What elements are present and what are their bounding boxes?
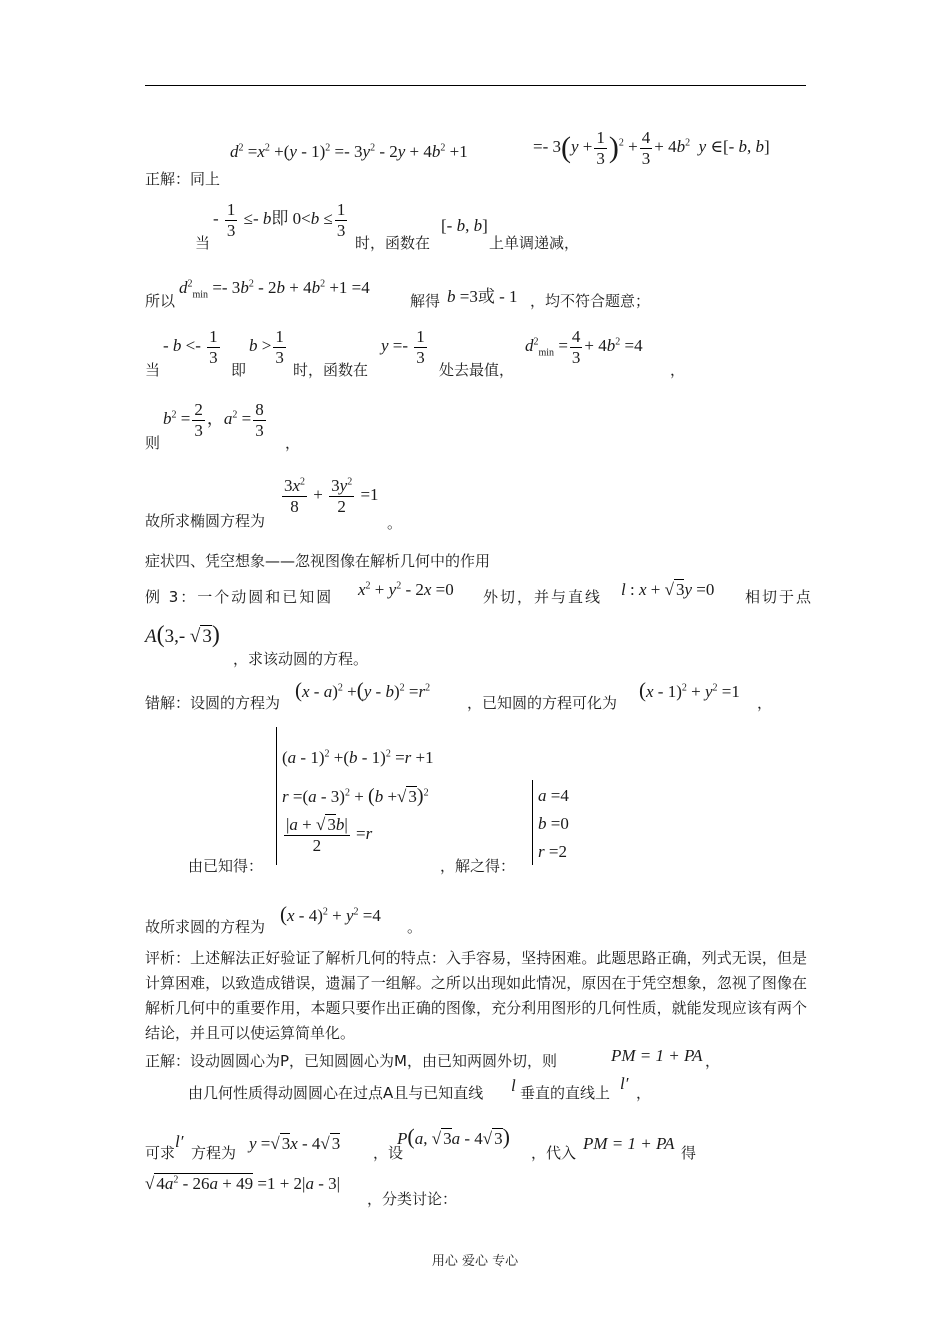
l-prime-formula: y =√ 3x - 4√ 3 <box>249 1134 341 1153</box>
text: 故所求圆的方程为 <box>145 918 266 936</box>
text: 解得 <box>410 292 441 310</box>
given-label: 由已知得： <box>188 857 264 875</box>
text: 上单调递减， <box>489 234 580 252</box>
ab-formula: $b^2$ = $\frac{2}{3}$ ，$a^2$ = $\frac{8}{3}$ <box>163 400 264 440</box>
text: 垂直的直线上 <box>520 1084 611 1102</box>
min-formula: $d^2_{min} =- 3b^2 - 2b + 4b^2 +1 =4$ <box>179 278 370 301</box>
text: 相切于点 <box>745 588 814 606</box>
text: 。 <box>387 514 403 532</box>
text: 正解：设动圆圆心为P，已知圆圆心为M，由已知两圆外切，则 <box>145 1052 557 1070</box>
example-3-line-1 <box>145 580 814 610</box>
text: 可求 <box>145 1144 176 1162</box>
text: ， <box>670 361 686 379</box>
right-brace <box>532 780 533 865</box>
point-A: A(3,- √ 3) <box>145 622 220 648</box>
text: 则 <box>145 434 161 452</box>
sol-r: r =2 <box>538 842 567 861</box>
text: 错解：设圆的方程为 <box>145 694 281 712</box>
distance-formula: $d^2 =x^2 +(y - 1)^2 =- 3y^2 - 2y + 4b^2 +1$ <box>230 142 468 161</box>
text: 由几何性质得动圆圆心在过点A且与已知直线 <box>188 1084 484 1102</box>
system-eq-1: (a - 1)$^2$ +(b - 1)$^2$ =r +1 <box>282 748 434 767</box>
text: 故所求椭圆方程为 <box>145 512 266 530</box>
text: 方程为 <box>191 1144 237 1162</box>
label: 正解：同上 <box>145 170 221 188</box>
point-P: P(a, √ 3a - 4√ 3) <box>397 1124 510 1149</box>
ellipse-formula: $\frac{3x^2}{8}$ + $\frac{3y^2}{2}$ =1 <box>284 476 379 516</box>
interval: [- b, b] <box>441 216 488 235</box>
f2: $(x - 1)^2 + y^2 =1$ <box>639 678 740 702</box>
page-footer: 用心 爱心 专心 <box>431 1254 519 1269</box>
text: 即 <box>231 361 247 379</box>
comment-paragraph: 评析：上述解法正好验证了解析几何的特点：入手容易，坚持困难。此题思路正确，列式无误，但是计算困难，以致造成错误，遗漏了一组解。之所以出现如此情况，原因在于凭空想象，忽视了图像在解析几何中的重要作用，本题只要作出正确的图像，充分利用图形的几何性质，就能发现应该有两个结论，并且可以使运算简单化。 <box>145 949 807 1042</box>
system-eq-2: r =(a - 3)$^2$ + (b +√ 3)$^2$ <box>282 785 429 807</box>
text: ， <box>757 694 773 712</box>
sqrt-formula: √ $4a^2 - 26a + 49 =1 + 2|a - 3|$ <box>145 1174 341 1193</box>
f1: $x^2 + y^2 - 2x =0$ <box>358 580 454 599</box>
line-l: l <box>511 1076 516 1095</box>
text: ，代入 <box>531 1144 577 1162</box>
text: 得 <box>681 1144 697 1162</box>
f2: b > $\frac{1}{3}$ <box>249 327 284 367</box>
text: 时，函数在 <box>293 361 369 379</box>
text: 外切，并与直线 <box>483 588 603 606</box>
result: b =3或 - 1 <box>447 287 518 306</box>
text: 时，函数在 <box>355 234 431 252</box>
text: 例 3：一个动圆和已知圆 <box>145 588 334 606</box>
text: 。 <box>407 918 423 936</box>
f3: y =- $\frac{1}{3}$ <box>381 327 425 367</box>
l-prime: l′ <box>175 1132 184 1151</box>
text: ， <box>705 1052 721 1070</box>
sol-a: a =4 <box>538 786 569 805</box>
text: ， <box>285 434 301 452</box>
text: 当 <box>145 361 161 379</box>
text: 处去最值， <box>439 361 515 379</box>
circle-formula: $(x - 4)^2 + y^2 =4$ <box>280 902 381 926</box>
completed-square: =- 3(y + $\frac{1}{3}$ )$^2$ + $\frac{4}{3}$ + $4b^2$ y ∈[- b, b] <box>533 128 770 168</box>
left-brace <box>276 727 277 865</box>
line-l-prime: l′ <box>620 1074 629 1093</box>
header-rule <box>145 85 806 86</box>
when-label: 当 <box>195 234 211 252</box>
text: ， <box>636 1084 652 1102</box>
section-heading: 症状四、凭空想象——忽视图像在解析几何中的作用 <box>145 552 491 570</box>
text: ，已知圆的方程可化为 <box>467 694 618 712</box>
condition-formula: - $\frac{1}{3}$ ≤- b即 0<b ≤ $\frac{1}{3}$ <box>213 200 346 240</box>
f1: - b <- $\frac{1}{3}$ <box>163 327 218 367</box>
text: 所以 <box>145 292 176 310</box>
solve-label: ，解之得： <box>440 857 516 875</box>
pm-formula-2: PM = 1 + PA <box>583 1134 675 1153</box>
text: ，分类讨论： <box>367 1190 458 1208</box>
text: ，设 <box>373 1144 404 1162</box>
sol-b: b =0 <box>538 814 569 833</box>
f1: $(x - a)^2 +(y - b)^2 =r^2$ <box>295 678 431 702</box>
f2: l : x + √ 3y =0 <box>621 580 715 599</box>
pm-formula: PM = 1 + PA <box>611 1046 703 1065</box>
f4: $d^2_{min}$ = $\frac{4}{3}$ + $4b^2 =4$ <box>525 327 643 367</box>
text: ，均不符合题意； <box>530 292 651 310</box>
text: ，求该动圆的方程。 <box>233 650 369 668</box>
system-eq-3: $\frac{|a + √ 3b|}{2}$ =r <box>286 815 373 855</box>
